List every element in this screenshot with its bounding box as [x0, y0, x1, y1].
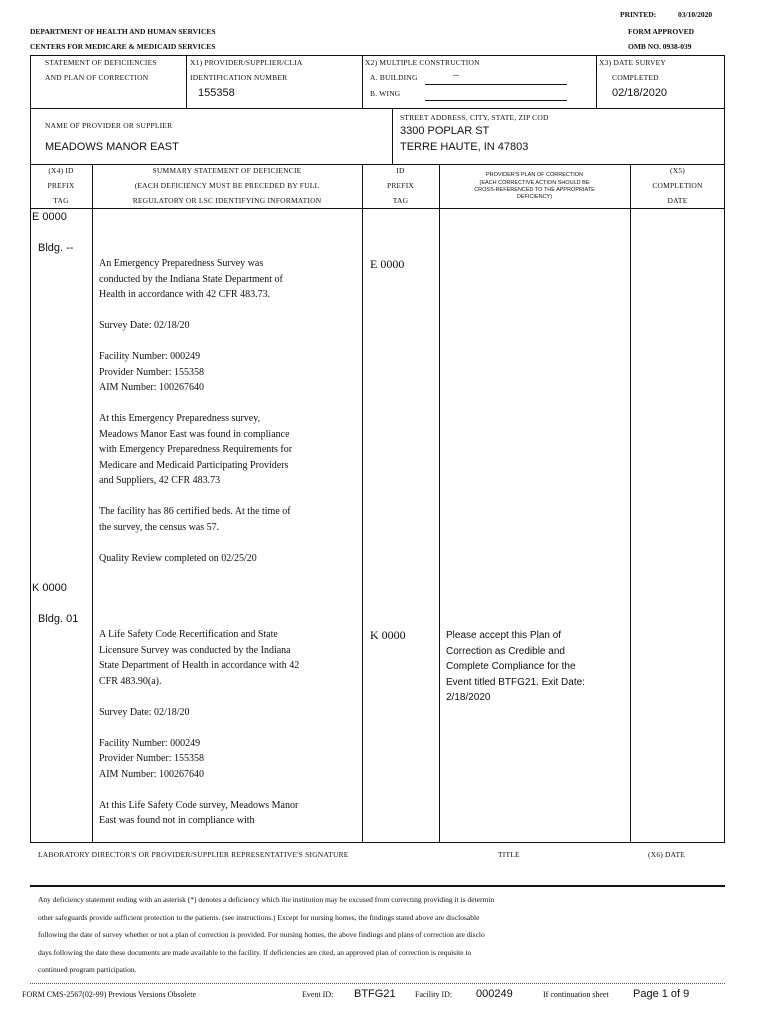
provider-name-label: NAME OF PROVIDER OR SUPPLIER: [45, 121, 173, 130]
facility-id: 000249: [476, 988, 513, 1000]
title-label: TITLE: [498, 850, 520, 859]
divider: [724, 55, 725, 164]
date-survey-value: 02/18/2020: [612, 87, 668, 99]
disclaimer: [38, 891, 728, 979]
col-prefix-2: PREFIX: [47, 181, 75, 190]
divider: [30, 55, 31, 164]
table-left-border: [30, 164, 31, 842]
divider: [596, 55, 597, 108]
col-plan-2: (EACH CORRECTIVE ACTION SHOULD BE: [479, 180, 590, 186]
printed-date: 03/10/2020: [678, 10, 713, 19]
e-summary-text: An Emergency Preparedness Survey was conducted by the Indiana State Department of Health in accordance with 42 CFR 483.73. Survey Date: 02/18/20 Facility Number: 000249 Provider Number: 155358 AIM Number: 100267640 At this Emergency Preparedness survey, Meadows Manor East was found in compliance with Emergency Preparedness Requirements for Medicare and Medicaid Participating Providers and Suppliers, 42 CFR 483.73 The facility has 86 certified beds. At the time of the survey, the census was 57. Quality Review completed on 02/25/20: [99, 258, 293, 564]
footer-separator: [30, 983, 725, 984]
provider-name: MEADOWS MANOR EAST: [45, 141, 179, 153]
date-completed-label: COMPLETED: [612, 73, 659, 82]
e-prefix: E 0000: [370, 257, 405, 271]
provider-id-value: 155358: [198, 87, 235, 99]
signature-date-label: (X6) DATE: [648, 850, 686, 859]
wing-label: B. WING: [370, 89, 401, 98]
k-tag: K 0000: [32, 582, 67, 594]
divider: [186, 55, 187, 108]
disclaimer-line: following the date of survey whether or not a plan of correction is provided. For nursing homes, the above findings and plans of correction are disclo: [38, 930, 485, 939]
col-divider: [362, 164, 363, 842]
col-divider: [439, 164, 440, 842]
col-id-1: ID: [396, 166, 405, 175]
building-value: --: [453, 70, 459, 80]
provider-id-label: X1) PROVIDER/SUPPLIER/CLIA: [190, 58, 303, 67]
provider-id-label-2: IDENTIFICATION NUMBER: [190, 73, 288, 82]
col-id-3: TAG: [392, 196, 409, 205]
signature-line: [30, 885, 725, 887]
multiple-construction-label: X2) MULTIPLE CONSTRUCTION: [365, 58, 480, 67]
centers-title: CENTERS FOR MEDICARE & MEDICAID SERVICES: [30, 42, 216, 51]
col-divider: [630, 164, 631, 842]
col-id-2: PREFIX: [386, 181, 415, 190]
address-label: STREET ADDRESS, CITY, STATE, ZIP COD: [400, 113, 549, 122]
col-completion-2: COMPLETION: [652, 181, 703, 190]
col-completion-1: (X5): [670, 166, 685, 175]
statement-label: STATEMENT OF DEFICIENCIES: [45, 58, 157, 67]
col-completion-3: DATE: [667, 196, 688, 205]
address-line-2: TERRE HAUTE, IN 47803: [400, 141, 529, 153]
disclaimer-line: continued program participation.: [38, 965, 137, 974]
statement-label-2: AND PLAN OF CORRECTION: [45, 73, 149, 82]
col-summary-2: (EACH DEFICIENCY MUST BE PRECEDED BY FULL: [134, 181, 320, 190]
disclaimer-line: Any deficiency statement ending with an asterisk (*) denotes a deficiency which the institution may be excused from correcting providing it is determin: [38, 895, 495, 904]
building-underline: [425, 84, 567, 85]
building-label: A. BUILDING: [370, 73, 418, 82]
date-survey-label: X3) DATE SURVEY: [599, 58, 666, 67]
col-summary-3: REGULATORY OR LSC IDENTIFYING INFORMATION: [132, 196, 322, 205]
omb-number: OMB NO. 0938-039: [628, 42, 692, 51]
disclaimer-line: days following the date these documents are made available to the facility. If deficiencies are cited, an approved plan of correction is requisite to: [38, 947, 472, 957]
continuation-label: If continuation sheet: [543, 990, 609, 999]
col-plan-4: DEFICIENCY): [516, 194, 553, 200]
divider: [392, 108, 393, 164]
e-bldg: Bldg. --: [38, 242, 74, 254]
form-approved: FORM APPROVED: [628, 27, 695, 36]
facility-id-label: Facility ID:: [415, 990, 453, 999]
col-summary-1: SUMMARY STATEMENT OF DEFICIENCIE: [152, 166, 302, 175]
wing-underline: [425, 100, 567, 101]
table-bottom-border: [30, 842, 725, 843]
k-prefix: K 0000: [370, 628, 406, 642]
form-number: FORM CMS-2567(02-99) Previous Versions Obsolete: [22, 990, 197, 999]
top-table-border: [30, 55, 725, 56]
col-prefix-1: (X4) ID: [48, 166, 74, 175]
col-divider: [92, 164, 93, 842]
disclaimer-line: other safeguards provide sufficient protection to the patients. (see instructions.) Except for nursing homes, the findings stated above are disclosable: [38, 912, 480, 922]
divider: [30, 108, 725, 109]
table-right-border: [724, 164, 725, 842]
e-tag: E 0000: [32, 211, 67, 223]
col-plan-1: PROVIDER'S PLAN OF CORRECTION: [485, 172, 583, 178]
column-header-bottom: [30, 208, 725, 209]
event-id: BTFG21: [354, 988, 396, 1000]
address-line-1: 3300 POPLAR ST: [400, 125, 490, 137]
k-summary-text: A Life Safety Code Recertification and State Licensure Survey was conducted by the Indiana State Department of Health in accordance with 42 CFR 483.90(a). Survey Date: 02/18/20 Facility Number: 000249 Provider Number: 155358 AIM Number: 100267640 At this Life Safety Code survey, Meadows Manor East was found not in compliance with: [99, 629, 300, 826]
page-number: Page 1 of 9: [633, 988, 690, 1000]
event-id-label: Event ID:: [302, 990, 334, 999]
divider: [30, 164, 725, 165]
divider: [362, 55, 363, 108]
department-title: DEPARTMENT OF HEALTH AND HUMAN SERVICES: [30, 27, 216, 36]
col-plan-3: CROSS-REFERENCED TO THE APPROPRIATE: [474, 187, 595, 193]
k-bldg: Bldg. 01: [38, 613, 79, 625]
signature-label: LABORATORY DIRECTOR'S OR PROVIDER/SUPPLIER REPRESENTATIVE'S SIGNATURE: [38, 850, 349, 859]
k-plan-text: Please accept this Plan of Correction as Credible and Complete Compliance for the Event titled BTFG21. Exit Date: 2/18/2020: [446, 630, 585, 703]
col-prefix-3: TAG: [53, 196, 69, 205]
printed-label: PRINTED:: [620, 10, 657, 19]
